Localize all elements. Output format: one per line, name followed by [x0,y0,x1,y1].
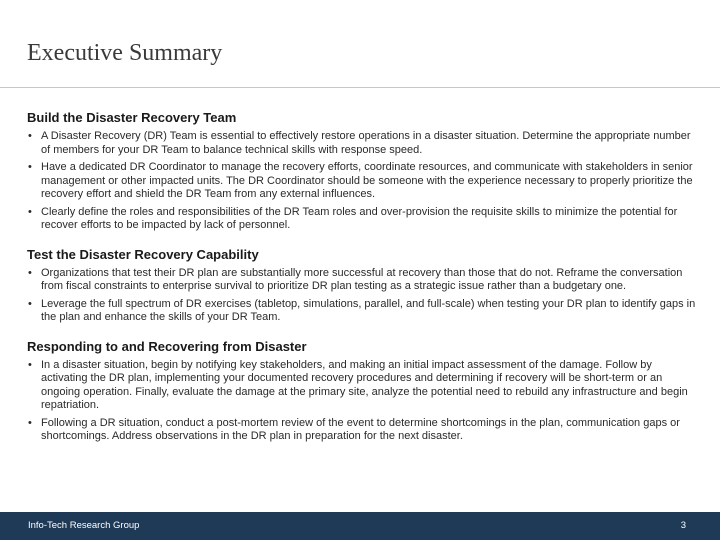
footer-bar [0,512,720,540]
bullet-icon: • [28,205,32,218]
bullet-list [27,267,699,325]
list-item [27,130,699,157]
main-content [27,110,699,458]
section-heading: Responding to and Recovering from Disaster [27,338,307,354]
bullet-text: Following a DR situation, conduct a post-mortem review of the event to determine shortcomings in the plan, communication gaps or shortcomings. Address observations in the DR plan in preparation for the next disaster. [41,416,680,442]
bullet-text: Leverage the full spectrum of DR exercises (tabletop, simulations, parallel, and full-scale) when testing your DR plan to identify gaps in the plan and enhance the skills of your DR Team. [41,297,696,323]
bullet-icon: • [28,161,32,173]
bullet-list [27,359,699,444]
section-test-capability [27,247,699,325]
bullet-icon: • [28,130,32,142]
section-responding-recovering [27,339,699,444]
list-item [27,161,699,202]
bullet-text: A Disaster Recovery (DR) Team is essential to effectively restore operations in a disaster situation. Determine the appropriate number of members for your DR Team to balance technical skills with response speed. [41,130,691,156]
bullet-icon: • [28,266,32,279]
section-heading: Build the Disaster Recovery Team [27,110,237,125]
bullet-text: Organizations that test their DR plan are substantially more successful at recovery than those that do not. Reframe the conversation from fiscal constraints to enterprise survival to prioritize DR plan testing as a strategic issue rather than a budgetary one. [41,266,683,292]
list-item [27,206,699,233]
bullet-icon: • [28,358,32,371]
bullet-text: Clearly define the roles and responsibilities of the DR Team roles and over-provision the requisite skills to minimize the potential for recover efforts to be impacted by lack of personnel. [41,205,678,231]
page-title: Executive Summary [27,40,223,66]
list-item [27,359,699,413]
list-item [27,267,699,294]
bullet-icon: • [28,297,32,310]
bullet-icon: • [28,416,32,429]
section-build-team [27,110,699,233]
bullet-text: In a disaster situation, begin by notifying key stakeholders, and making an initial impact assessment of the damage. Follow by activating the DR plan, implementing your documented recovery procedures and determining if recovery will be short-term or an ongoing operation. Finally, evaluate the damage at the primary site, analyze the potential need to rebuild any infrastructure and begin repatriation. [41,358,688,411]
section-heading: Test the Disaster Recovery Capability [27,246,259,262]
page-number: 3 [680,520,686,531]
bullet-list [27,130,699,233]
list-item [27,417,699,444]
title-divider [0,87,720,88]
footer-company: Info-Tech Research Group [28,520,140,531]
list-item [27,298,699,325]
bullet-text: Have a dedicated DR Coordinator to manage the recovery efforts, coordinate resources, and communicate with stakeholders in senior management or other impacted units. The DR Coordinator should be someone with the experience necessary to properly prioritize the recovery effort and shield the DR Team from any external influences. [41,161,693,200]
